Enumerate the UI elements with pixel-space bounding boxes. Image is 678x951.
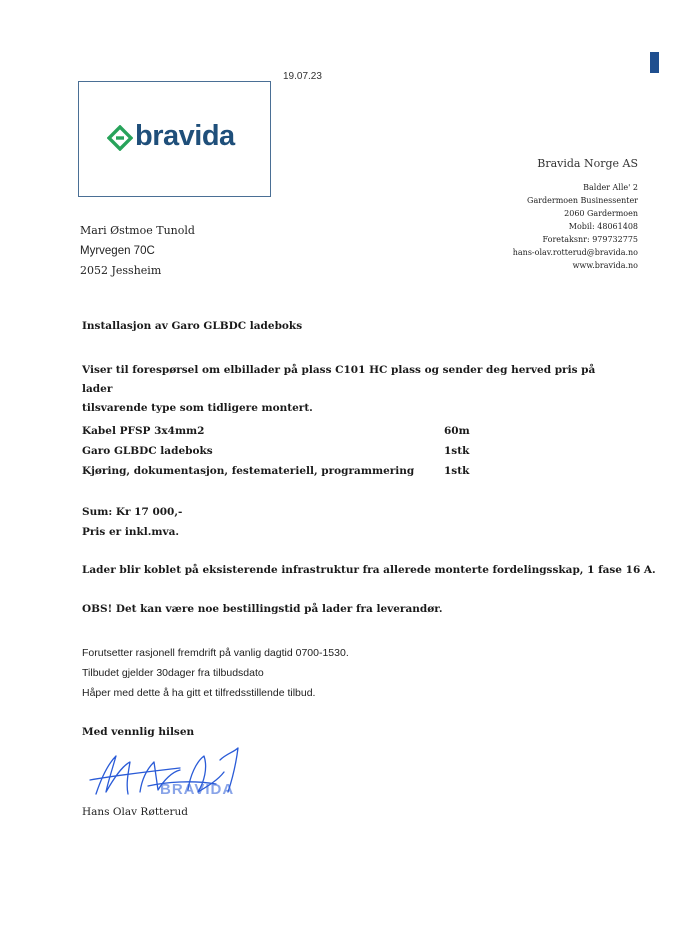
sender-mobile: Mobil: 48061408	[568, 222, 638, 231]
item-quantity: 1stk	[444, 445, 470, 457]
closing-greeting: Med vennlig hilsen	[82, 726, 195, 738]
infrastructure-note: Lader blir koblet på eksisterende infrastruktur fra allerede monterte fordelingsskap, 1 fase 16 A.	[82, 564, 656, 576]
letter-subject: Installasjon av Garo GLBDC ladeboks	[82, 320, 303, 332]
intro-line: tilsvarende type som tidligere montert.	[82, 402, 313, 414]
item-description: Kabel PFSP 3x4mm2	[82, 425, 205, 437]
signature-stamp: BRAVIDA	[160, 781, 235, 798]
item-quantity: 60m	[444, 425, 470, 437]
company-logo	[78, 81, 271, 197]
item-description: Garo GLBDC ladeboks	[82, 445, 213, 457]
sender-postal-city: 2060 Gardermoen	[564, 209, 638, 218]
letter-date: 19.07.23	[283, 71, 322, 82]
obs-note: OBS! Det kan være noe bestillingstid på lader fra leverandør.	[82, 603, 443, 615]
condition-line: Håper med dette å ha gitt et tilfredsstillende tilbud.	[82, 687, 316, 699]
conditions-block	[82, 643, 349, 703]
recipient-city: 2052 Jessheim	[80, 264, 162, 277]
intro-line: Viser til forespørsel om elbillader på plass C101 HC plass og sender deg herved pris på lader	[82, 364, 596, 395]
price-summary	[82, 502, 182, 542]
recipient-address-block	[80, 221, 195, 281]
condition-line: Tilbudet gjelder 30dager fra tilbudsdato	[82, 667, 264, 679]
signer-name: Hans Olav Røtterud	[82, 806, 188, 818]
item-quantity: 1stk	[444, 465, 470, 477]
sender-org-number: Foretaksnr: 979732775	[542, 235, 638, 244]
sender-company-name: Bravida Norge AS	[537, 157, 638, 170]
item-description: Kjøring, dokumentasjon, festemateriell, programmering	[82, 465, 415, 477]
logo-wordmark: bravida	[135, 120, 235, 152]
sender-street: Balder Alle' 2	[583, 183, 638, 192]
sender-address-block	[398, 181, 638, 272]
sender-business-center: Gardermoen Businessenter	[527, 196, 638, 205]
price-sum: Sum: Kr 17 000,-	[82, 506, 183, 518]
letter-intro	[82, 361, 602, 418]
item-list	[82, 421, 502, 481]
item-row	[82, 461, 502, 481]
condition-line: Forutsetter rasjonell fremdrift på vanlig dagtid 0700-1530.	[82, 647, 349, 659]
handwritten-signature	[88, 742, 258, 806]
sender-website: www.bravida.no	[572, 261, 638, 270]
recipient-street: Myrvegen 70C	[80, 245, 155, 257]
bravida-logo-icon	[107, 125, 133, 151]
sender-email: hans-olav.rotterud@bravida.no	[512, 248, 638, 257]
page-marker-bar	[650, 52, 659, 73]
item-row	[82, 441, 502, 461]
item-row	[82, 421, 502, 441]
vat-note: Pris er inkl.mva.	[82, 526, 180, 538]
recipient-name: Mari Østmoe Tunold	[80, 224, 195, 237]
